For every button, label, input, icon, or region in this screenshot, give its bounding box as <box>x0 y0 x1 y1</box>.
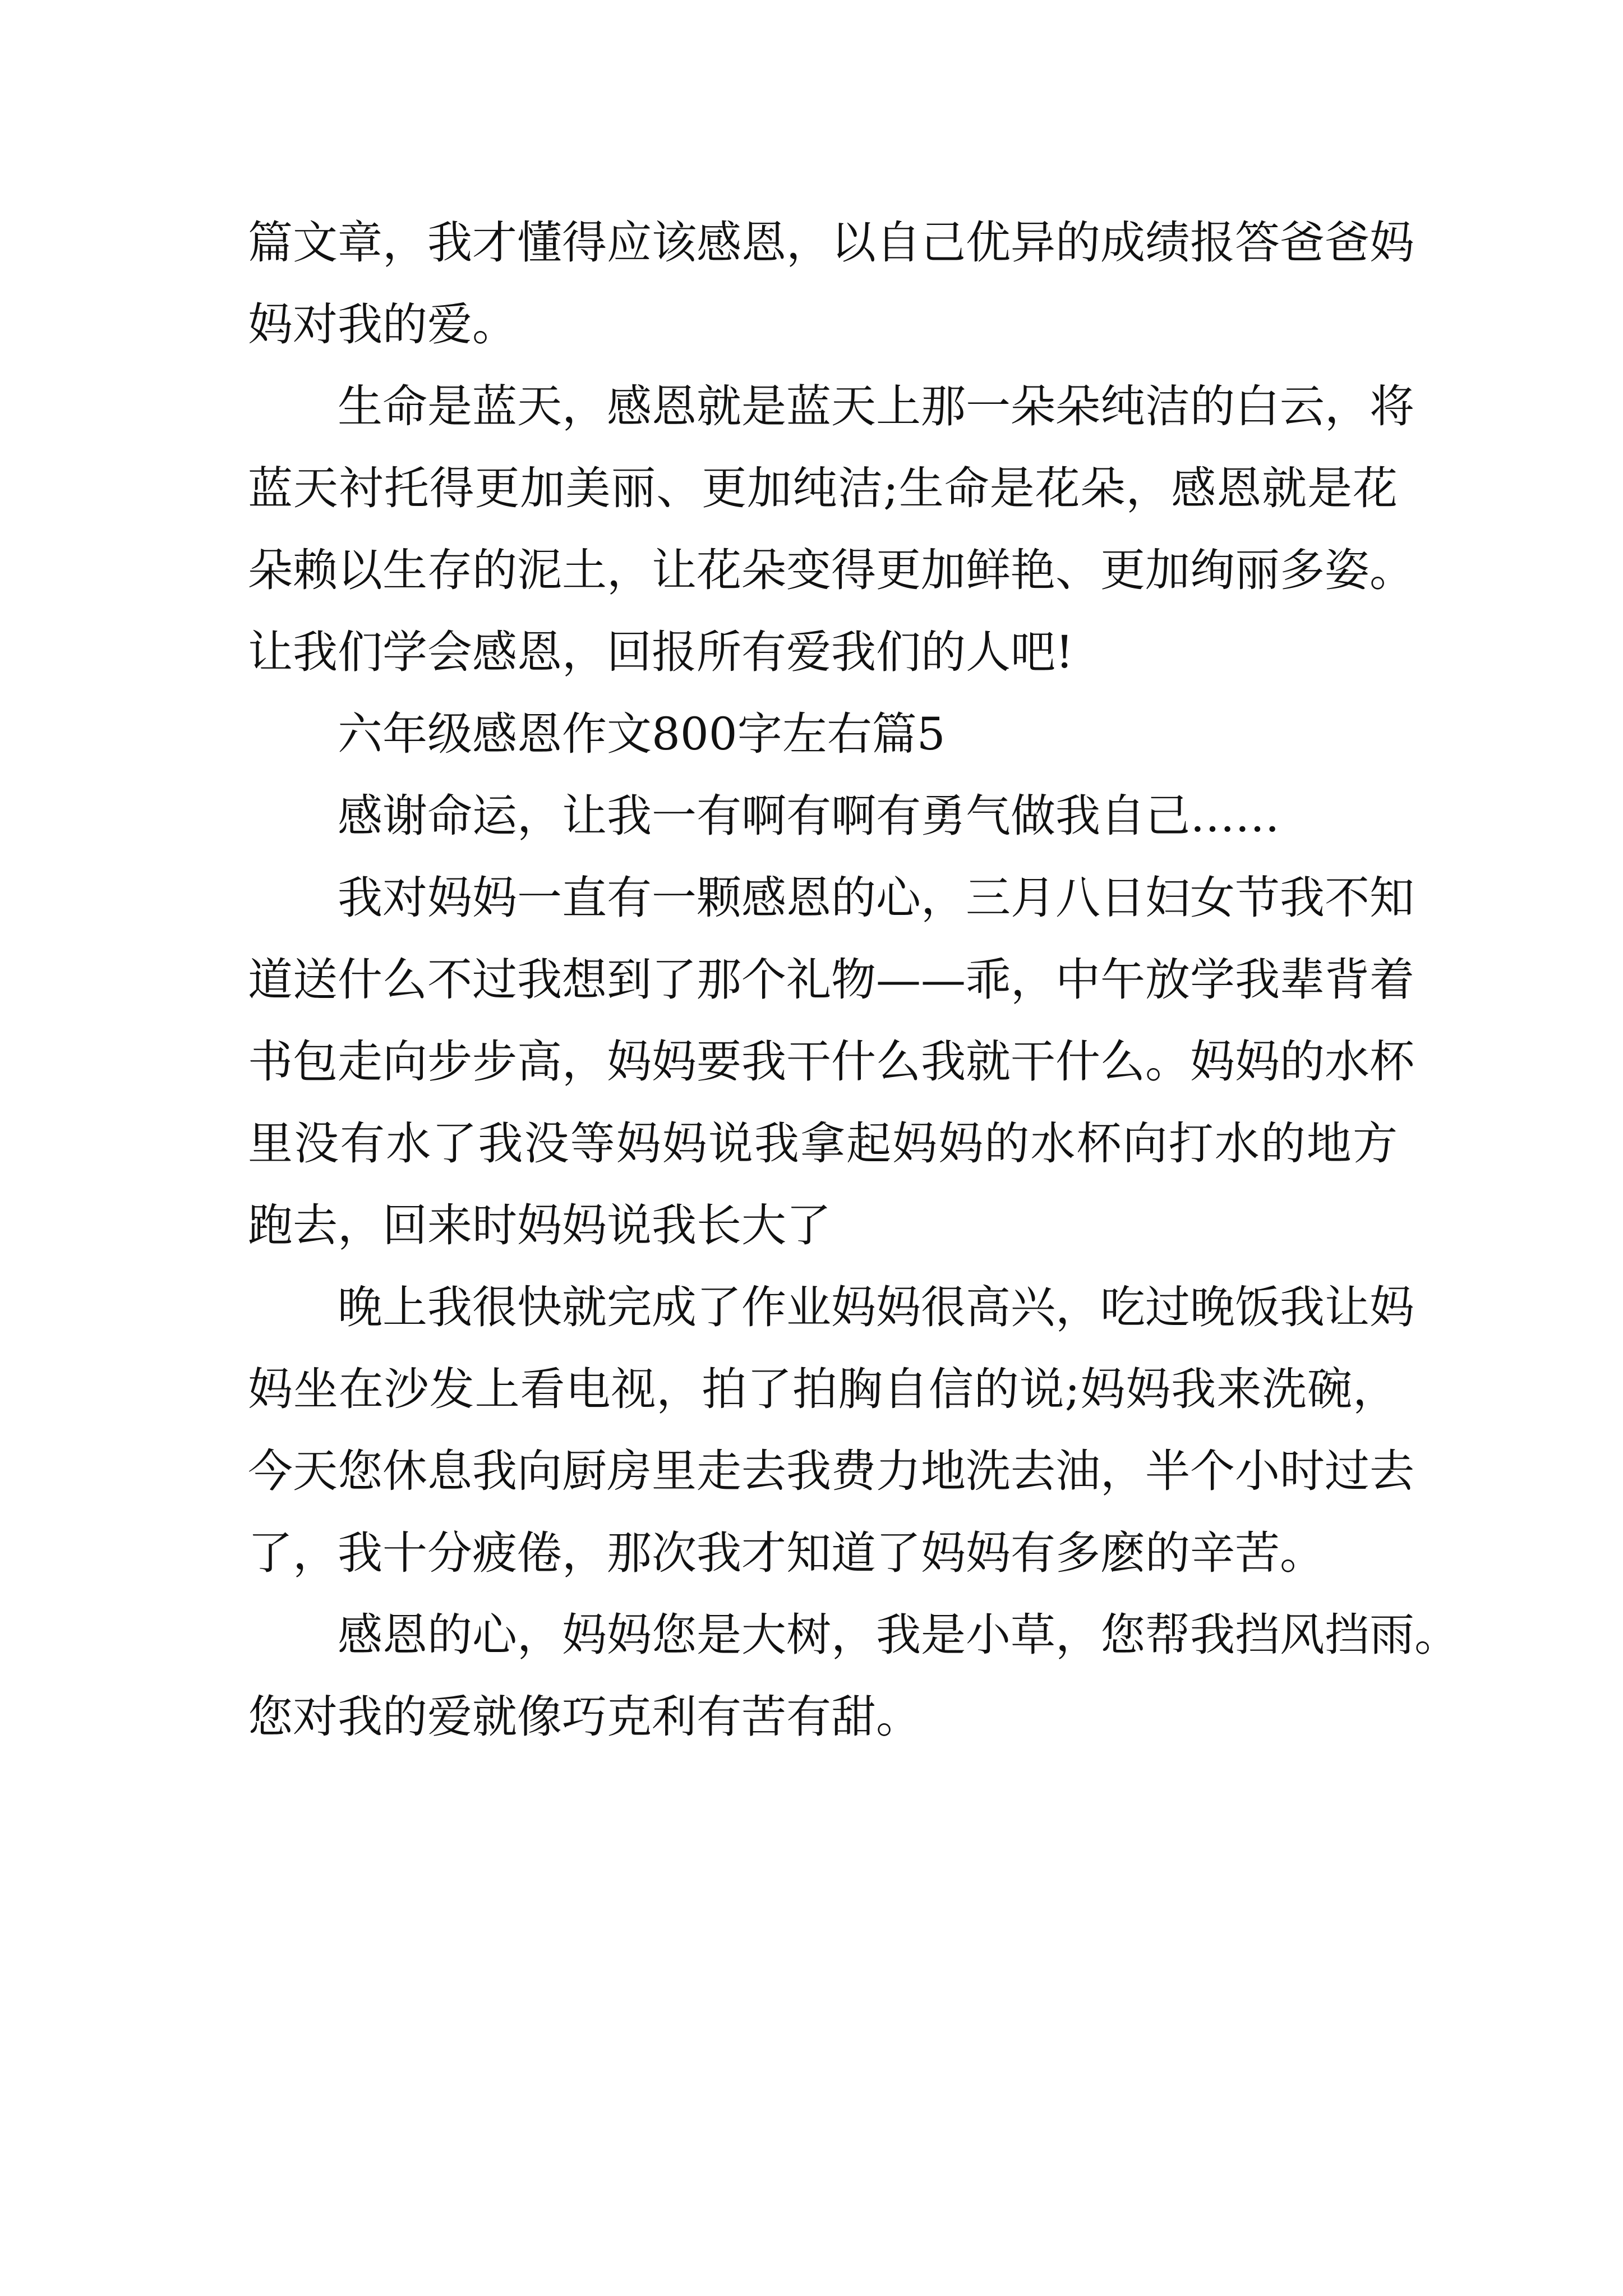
text-line: 我对妈妈一直有一颗感恩的心，三月八日妇女节我不知 <box>338 872 1414 924</box>
section-heading: 六年级感恩作文800字左右篇5 <box>338 708 946 760</box>
text-line: 跑去，回来时妈妈说我长大了 <box>248 1199 831 1251</box>
text-line: 感谢命运，让我一有啊有啊有勇气做我自己…… <box>338 790 1280 842</box>
text-line: 朵赖以生存的泥土，让花朵变得更加鲜艳、更加绚丽多姿。 <box>248 544 1414 596</box>
text-line: 妈坐在沙发上看电视，拍了拍胸自信的说;妈妈我来洗碗， <box>248 1363 1398 1415</box>
text-line: 道送什么不过我想到了那个礼物——乖，中午放学我辈背着 <box>248 954 1414 1006</box>
text-line: 篇文章，我才懂得应该感恩，以自己优异的成绩报答爸爸妈 <box>248 217 1414 269</box>
text-line: 您对我的爱就像巧克利有苦有甜。 <box>248 1691 921 1743</box>
text-line: 今天您休息我向厨房里走去我费力地洗去油，半个小时过去 <box>248 1445 1414 1497</box>
text-line: 生命是蓝天，感恩就是蓝天上那一朵朵纯洁的白云，将 <box>338 380 1414 432</box>
text-line: 晚上我很快就完成了作业妈妈很高兴，吃过晚饭我让妈 <box>338 1281 1414 1333</box>
text-line: 感恩的心，妈妈您是大树，我是小草，您帮我挡风挡雨。 <box>338 1609 1459 1661</box>
text-line: 书包走向步步高，妈妈要我干什么我就干什么。妈妈的水杯 <box>248 1036 1414 1088</box>
text-line: 蓝天衬托得更加美丽、更加纯洁;生命是花朵，感恩就是花 <box>248 462 1398 514</box>
text-line: 了，我十分疲倦，那次我才知道了妈妈有多麽的辛苦。 <box>248 1527 1325 1579</box>
text-line: 里没有水了我没等妈妈说我拿起妈妈的水杯向打水的地方 <box>248 1117 1398 1170</box>
document-body <box>248 202 1459 1758</box>
text-line: 让我们学会感恩，回报所有爱我们的人吧! <box>248 626 1074 678</box>
text-line: 妈对我的爱。 <box>248 298 517 351</box>
